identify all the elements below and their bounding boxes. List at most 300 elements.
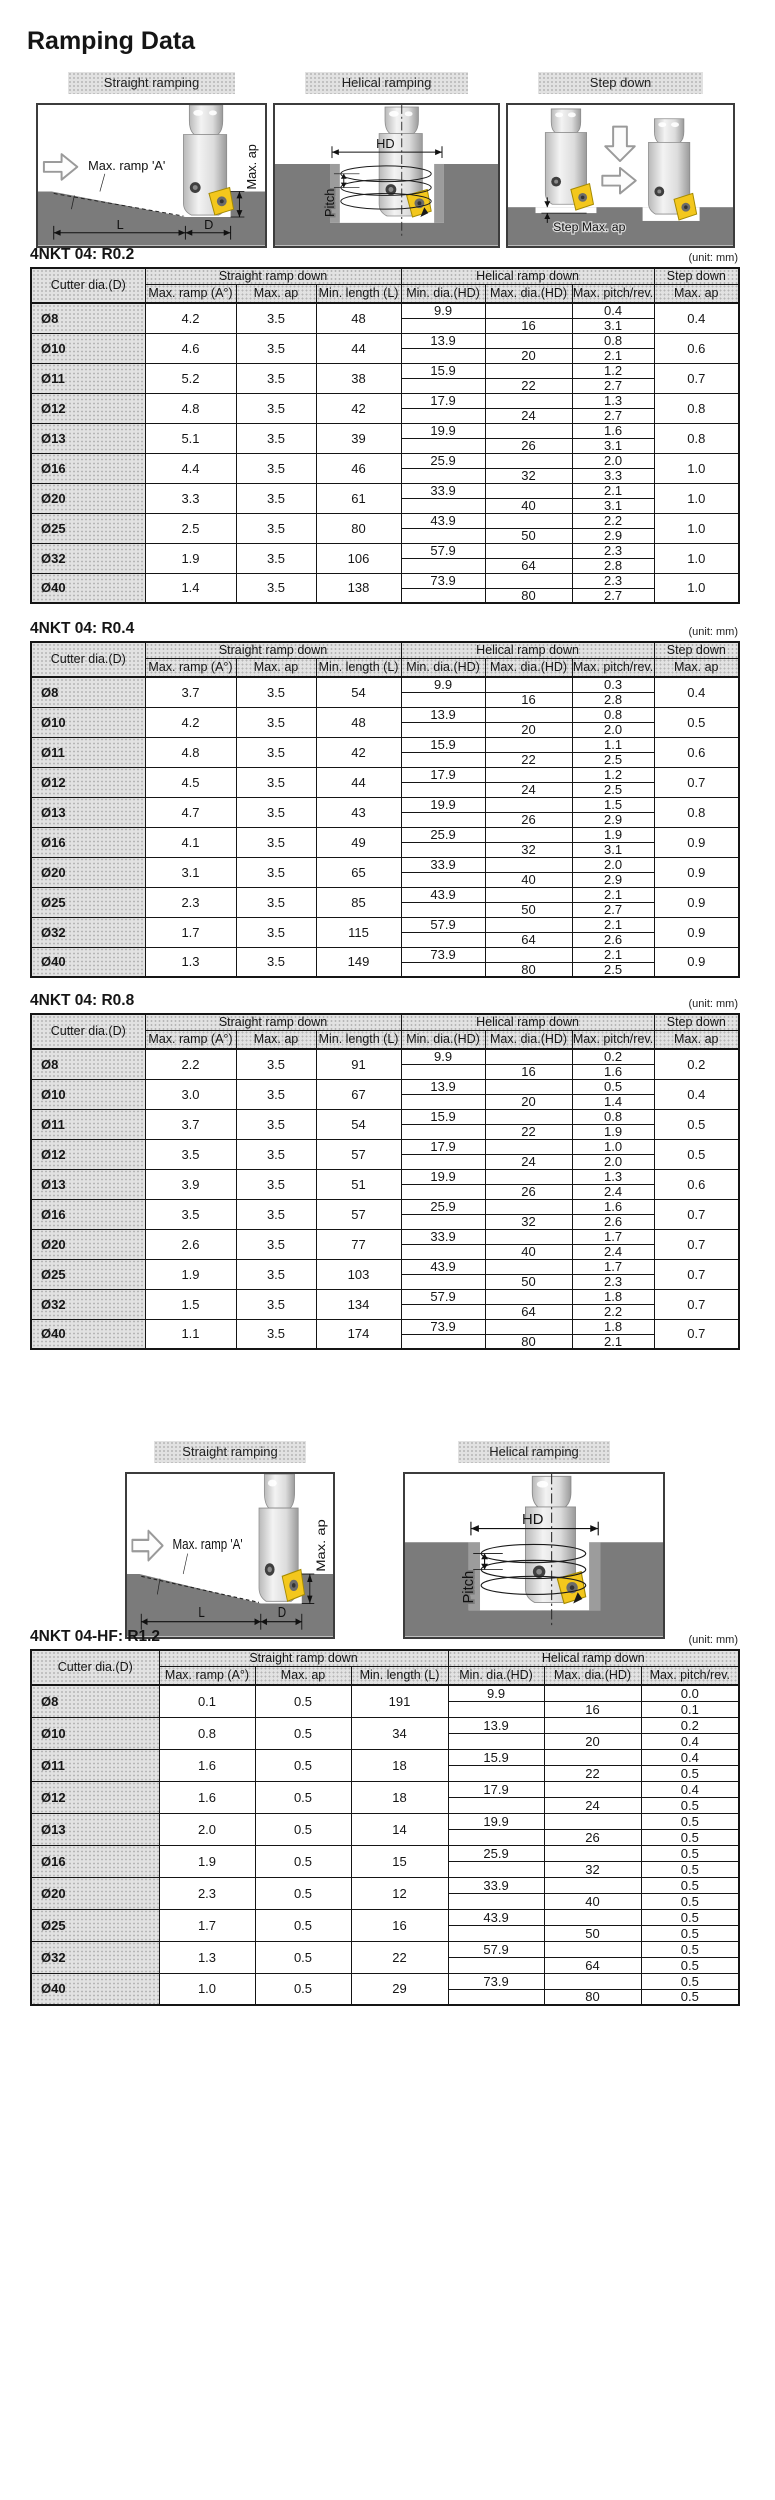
min-length-cell: 34 xyxy=(351,1717,448,1749)
pitch-min-dia-cell: 1.9 xyxy=(572,827,654,842)
cutter-dia-cell: Ø8 xyxy=(31,1049,145,1079)
table-row xyxy=(31,1973,739,1989)
max-dia-cell: 26 xyxy=(544,1829,641,1845)
figure-helical-ramping-hf xyxy=(403,1441,665,1639)
max-dia-cell: 22 xyxy=(485,1124,572,1139)
cutter-dia-cell: Ø20 xyxy=(31,857,145,887)
empty-cell xyxy=(544,1877,641,1893)
min-dia-cell: 73.9 xyxy=(448,1973,544,1989)
max-dia-cell: 20 xyxy=(544,1733,641,1749)
cutter-dia-cell: Ø11 xyxy=(31,363,145,393)
max-dia-cell: 22 xyxy=(485,378,572,393)
pitch-min-dia-cell: 2.3 xyxy=(572,543,654,558)
empty-cell xyxy=(401,1094,485,1109)
min-dia-cell: 17.9 xyxy=(401,393,485,408)
empty-cell xyxy=(544,1717,641,1733)
max-dia-cell: 64 xyxy=(485,558,572,573)
min-dia-cell: 33.9 xyxy=(448,1877,544,1893)
pitch-min-dia-cell: 0.8 xyxy=(572,707,654,722)
max-ap-cell: 0.5 xyxy=(255,1941,351,1973)
cutter-dia-cell: Ø32 xyxy=(31,543,145,573)
step-down-diagram xyxy=(506,103,735,248)
min-length-cell: 38 xyxy=(316,363,401,393)
empty-cell xyxy=(401,498,485,513)
min-dia-cell: 17.9 xyxy=(448,1781,544,1797)
cutter-shank xyxy=(189,105,222,134)
helical-group-header: Helical ramp down xyxy=(401,642,654,658)
max-ap-cell: 0.5 xyxy=(255,1845,351,1877)
step-ap-cell: 0.2 xyxy=(654,1049,739,1079)
empty-cell xyxy=(544,1941,641,1957)
pitch-min-dia-cell: 1.6 xyxy=(572,423,654,438)
header-cell: Max. ap xyxy=(236,658,316,677)
min-dia-cell: 19.9 xyxy=(401,797,485,812)
empty-cell xyxy=(485,483,572,498)
empty-cell xyxy=(485,1049,572,1064)
pitch-max-dia-cell: 2.1 xyxy=(572,1334,654,1349)
pitch-min-dia-cell: 2.1 xyxy=(572,917,654,932)
max-ap-cell: 3.5 xyxy=(236,363,316,393)
min-length-cell: 115 xyxy=(316,917,401,947)
empty-cell xyxy=(544,1973,641,1989)
header-cell: Max. dia.(HD) xyxy=(485,284,572,303)
pitch-min-dia-cell: 0.3 xyxy=(572,677,654,692)
figure-straight-ramping xyxy=(36,72,267,248)
empty-cell xyxy=(401,1064,485,1079)
step-max-ap-label: Step Max. ap xyxy=(553,219,626,234)
empty-cell xyxy=(401,378,485,393)
min-length-cell: 77 xyxy=(316,1229,401,1259)
max-ap-cell: 3.5 xyxy=(236,767,316,797)
min-length-cell: 138 xyxy=(316,573,401,603)
max-ap-cell: 3.5 xyxy=(236,1229,316,1259)
helical-ramping-illustration xyxy=(275,105,498,246)
straight-group-header: Straight ramp down xyxy=(159,1650,448,1666)
min-dia-cell: 73.9 xyxy=(401,1319,485,1334)
max-ap-cell: 3.5 xyxy=(236,393,316,423)
cutter-dia-cell: Ø25 xyxy=(31,1909,159,1941)
empty-cell xyxy=(401,408,485,423)
min-length-cell: 48 xyxy=(316,303,401,333)
max-ap-label: Max. ap xyxy=(244,144,260,190)
max-ap-cell: 3.5 xyxy=(236,827,316,857)
table-title: 4NKT 04: R0.8 xyxy=(30,992,135,1009)
cutter-dia-cell: Ø11 xyxy=(31,737,145,767)
empty-cell xyxy=(485,573,572,588)
max-ramp-cell: 4.5 xyxy=(145,767,236,797)
dia-label: D xyxy=(204,216,214,232)
table-title: 4NKT 04-HF: R1.2 xyxy=(30,1628,161,1645)
ramping-table-r02 xyxy=(30,267,738,604)
min-dia-cell: 17.9 xyxy=(401,1139,485,1154)
max-ap-cell: 3.5 xyxy=(236,543,316,573)
table-row xyxy=(31,947,739,962)
max-dia-cell: 26 xyxy=(485,438,572,453)
pitch-max-dia-cell: 0.4 xyxy=(641,1733,739,1749)
max-dia-cell: 32 xyxy=(485,1214,572,1229)
pitch-min-dia-cell: 2.1 xyxy=(572,483,654,498)
empty-cell xyxy=(401,1304,485,1319)
cutter-dia-cell: Ø25 xyxy=(31,887,145,917)
pitch-min-dia-cell: 1.5 xyxy=(572,797,654,812)
min-length-cell: 29 xyxy=(351,1973,448,2005)
header-cell: Max. ramp (A°) xyxy=(145,658,236,677)
figure-helical-ramping xyxy=(273,72,500,248)
table-row xyxy=(31,1049,739,1064)
header-cell: Min. dia.(HD) xyxy=(448,1666,544,1685)
min-dia-cell: 33.9 xyxy=(401,857,485,872)
pitch-min-dia-cell: 1.1 xyxy=(572,737,654,752)
max-ap-cell: 3.5 xyxy=(236,1289,316,1319)
max-ramp-cell: 3.7 xyxy=(145,1109,236,1139)
header-cell: Max. ap xyxy=(654,1030,739,1049)
min-dia-cell: 19.9 xyxy=(401,1169,485,1184)
table-row xyxy=(31,513,739,528)
min-dia-cell: 25.9 xyxy=(401,827,485,842)
min-dia-cell: 15.9 xyxy=(401,1109,485,1124)
cutter-dia-cell: Ø8 xyxy=(31,1685,159,1717)
ramping-table-r08 xyxy=(30,1013,738,1350)
empty-cell xyxy=(485,1319,572,1334)
empty-cell xyxy=(401,438,485,453)
pitch-max-dia-cell: 2.7 xyxy=(572,378,654,393)
pitch-label: Pitch xyxy=(461,1570,478,1604)
section-r08 xyxy=(30,992,738,1350)
empty-cell xyxy=(485,827,572,842)
min-dia-cell: 19.9 xyxy=(448,1813,544,1829)
table-row xyxy=(31,1717,739,1733)
min-dia-cell: 13.9 xyxy=(448,1717,544,1733)
figure-step-down xyxy=(506,72,735,248)
min-dia-cell: 15.9 xyxy=(448,1749,544,1765)
empty-cell xyxy=(401,782,485,797)
empty-cell xyxy=(448,1797,544,1813)
min-dia-cell: 73.9 xyxy=(401,573,485,588)
helical-ramping-diagram xyxy=(273,103,500,248)
pitch-max-dia-cell: 1.4 xyxy=(572,1094,654,1109)
step-ap-cell: 0.7 xyxy=(654,1289,739,1319)
empty-cell xyxy=(485,707,572,722)
min-dia-cell: 25.9 xyxy=(401,453,485,468)
table-row xyxy=(31,1749,739,1765)
step-ap-cell: 0.5 xyxy=(654,1139,739,1169)
step-ap-cell: 0.4 xyxy=(654,677,739,707)
table-row xyxy=(31,1169,739,1184)
step-ap-cell: 0.4 xyxy=(654,1079,739,1109)
helical-group-header: Helical ramp down xyxy=(401,268,654,284)
empty-cell xyxy=(485,857,572,872)
step-ap-cell: 0.9 xyxy=(654,917,739,947)
section-hf-r12 xyxy=(30,1628,738,2006)
table-row xyxy=(31,1229,739,1244)
min-length-cell: 149 xyxy=(316,947,401,977)
pitch-min-dia-cell: 0.5 xyxy=(641,1909,739,1925)
max-ap-cell: 3.5 xyxy=(236,513,316,543)
empty-cell xyxy=(448,1861,544,1877)
cutter-dia-header: Cutter dia.(D) xyxy=(31,1650,159,1685)
empty-cell xyxy=(544,1685,641,1701)
table-row xyxy=(31,1289,739,1304)
max-ramp-cell: 3.1 xyxy=(145,857,236,887)
pitch-max-dia-cell: 3.1 xyxy=(572,498,654,513)
max-ramp-cell: 1.5 xyxy=(145,1289,236,1319)
min-length-cell: 85 xyxy=(316,887,401,917)
empty-cell xyxy=(401,1244,485,1259)
max-dia-cell: 26 xyxy=(485,812,572,827)
table-row xyxy=(31,737,739,752)
max-ap-cell: 0.5 xyxy=(255,1717,351,1749)
empty-cell xyxy=(401,692,485,707)
max-dia-cell: 24 xyxy=(485,408,572,423)
max-ramp-cell: 5.2 xyxy=(145,363,236,393)
max-ramp-cell: 1.9 xyxy=(145,543,236,573)
empty-cell xyxy=(485,393,572,408)
empty-cell xyxy=(448,1925,544,1941)
max-ramp-cell: 0.1 xyxy=(159,1685,255,1717)
max-ap-cell: 3.5 xyxy=(236,1259,316,1289)
pitch-min-dia-cell: 0.8 xyxy=(572,333,654,348)
max-dia-cell: 16 xyxy=(485,318,572,333)
empty-cell xyxy=(448,1957,544,1973)
pitch-max-dia-cell: 2.9 xyxy=(572,528,654,543)
pitch-max-dia-cell: 2.9 xyxy=(572,872,654,887)
empty-cell xyxy=(485,677,572,692)
step-ap-cell: 0.6 xyxy=(654,1169,739,1199)
empty-cell xyxy=(485,947,572,962)
unit-label: (unit: mm) xyxy=(688,252,738,264)
min-length-cell: 15 xyxy=(351,1845,448,1877)
table-row xyxy=(31,1079,739,1094)
min-length-cell: 54 xyxy=(316,1109,401,1139)
pitch-min-dia-cell: 1.0 xyxy=(572,1139,654,1154)
pitch-min-dia-cell: 0.4 xyxy=(572,303,654,318)
cutter-shank xyxy=(654,119,683,143)
header-cell: Min. dia.(HD) xyxy=(401,658,485,677)
max-ramp-cell: 2.3 xyxy=(159,1877,255,1909)
min-dia-cell: 9.9 xyxy=(401,1049,485,1064)
max-ramp-cell: 1.6 xyxy=(159,1781,255,1813)
min-length-cell: 51 xyxy=(316,1169,401,1199)
max-dia-cell: 80 xyxy=(485,588,572,603)
pitch-max-dia-cell: 2.4 xyxy=(572,1184,654,1199)
table-title: 4NKT 04: R0.2 xyxy=(30,246,135,263)
min-dia-cell: 15.9 xyxy=(401,737,485,752)
max-dia-cell: 50 xyxy=(544,1925,641,1941)
cutter-dia-cell: Ø20 xyxy=(31,1229,145,1259)
min-dia-cell: 33.9 xyxy=(401,1229,485,1244)
step-ap-cell: 0.8 xyxy=(654,423,739,453)
max-ramp-cell: 3.5 xyxy=(145,1139,236,1169)
max-ramp-cell: 2.6 xyxy=(145,1229,236,1259)
step-ap-cell: 0.8 xyxy=(654,393,739,423)
cutter-dia-cell: Ø13 xyxy=(31,1813,159,1845)
min-length-cell: 48 xyxy=(316,707,401,737)
pitch-min-dia-cell: 2.0 xyxy=(572,453,654,468)
empty-cell xyxy=(485,363,572,378)
min-length-cell: 49 xyxy=(316,827,401,857)
max-dia-cell: 64 xyxy=(544,1957,641,1973)
min-dia-cell: 9.9 xyxy=(401,677,485,692)
max-ap-cell: 3.5 xyxy=(236,1169,316,1199)
empty-cell xyxy=(448,1765,544,1781)
table-row xyxy=(31,393,739,408)
empty-cell xyxy=(544,1909,641,1925)
empty-cell xyxy=(401,902,485,917)
step-ap-cell: 1.0 xyxy=(654,453,739,483)
straight-ramping-diagram xyxy=(125,1472,335,1639)
empty-cell xyxy=(485,917,572,932)
max-ap-cell: 3.5 xyxy=(236,573,316,603)
cutter-dia-cell: Ø16 xyxy=(31,1199,145,1229)
min-length-cell: 67 xyxy=(316,1079,401,1109)
table-row xyxy=(31,1813,739,1829)
step-ap-cell: 0.7 xyxy=(654,1199,739,1229)
empty-cell xyxy=(401,318,485,333)
header-cell: Max. ramp (A°) xyxy=(145,284,236,303)
pitch-max-dia-cell: 2.7 xyxy=(572,588,654,603)
empty-cell xyxy=(448,1701,544,1717)
table-row xyxy=(31,1199,739,1214)
table-row xyxy=(31,1941,739,1957)
min-length-cell: 18 xyxy=(351,1781,448,1813)
pitch-label: Pitch xyxy=(321,188,337,218)
empty-cell xyxy=(544,1749,641,1765)
dia-label: D xyxy=(277,1603,287,1621)
min-dia-cell: 73.9 xyxy=(401,947,485,962)
cutter-shank xyxy=(264,1474,294,1508)
table-row xyxy=(31,423,739,438)
max-dia-cell: 16 xyxy=(485,1064,572,1079)
table-row xyxy=(31,1319,739,1334)
header-cell: Min. length (L) xyxy=(351,1666,448,1685)
min-length-cell: 57 xyxy=(316,1199,401,1229)
pitch-min-dia-cell: 2.1 xyxy=(572,947,654,962)
max-dia-cell: 40 xyxy=(485,872,572,887)
pitch-max-dia-cell: 0.5 xyxy=(641,1925,739,1941)
helical-group-header: Helical ramp down xyxy=(448,1650,739,1666)
min-length-cell: 91 xyxy=(316,1049,401,1079)
table-row xyxy=(31,1139,739,1154)
figure-label: Straight ramping xyxy=(154,1441,305,1463)
straight-ramping-illustration xyxy=(38,105,265,246)
cutter-dia-cell: Ø13 xyxy=(31,1169,145,1199)
header-cell: Max. ap xyxy=(255,1666,351,1685)
step-ap-cell: 0.8 xyxy=(654,797,739,827)
max-dia-cell: 22 xyxy=(544,1765,641,1781)
max-ap-cell: 3.5 xyxy=(236,303,316,333)
max-dia-cell: 24 xyxy=(544,1797,641,1813)
table-row xyxy=(31,573,739,588)
min-length-cell: 54 xyxy=(316,677,401,707)
pitch-min-dia-cell: 1.8 xyxy=(572,1289,654,1304)
cutter-dia-cell: Ø32 xyxy=(31,1941,159,1973)
min-dia-cell: 9.9 xyxy=(401,303,485,318)
max-ramp-cell: 1.9 xyxy=(145,1259,236,1289)
header-cell: Max. ap xyxy=(654,284,739,303)
max-ramp-cell: 4.2 xyxy=(145,303,236,333)
max-dia-cell: 80 xyxy=(485,962,572,977)
table-row xyxy=(31,857,739,872)
min-length-cell: 44 xyxy=(316,767,401,797)
section-r02 xyxy=(30,246,738,604)
pitch-min-dia-cell: 0.5 xyxy=(641,1973,739,1989)
max-ramp-cell: 1.7 xyxy=(145,917,236,947)
pitch-max-dia-cell: 2.4 xyxy=(572,1244,654,1259)
pitch-min-dia-cell: 2.0 xyxy=(572,857,654,872)
cutter-dia-cell: Ø40 xyxy=(31,1319,145,1349)
min-length-cell: 106 xyxy=(316,543,401,573)
empty-cell xyxy=(401,842,485,857)
max-dia-cell: 40 xyxy=(544,1893,641,1909)
max-dia-cell: 20 xyxy=(485,1094,572,1109)
max-dia-cell: 26 xyxy=(485,1184,572,1199)
cutter-dia-cell: Ø12 xyxy=(31,393,145,423)
empty-cell xyxy=(448,1733,544,1749)
pitch-max-dia-cell: 2.8 xyxy=(572,692,654,707)
pitch-min-dia-cell: 0.5 xyxy=(641,1813,739,1829)
min-length-cell: 174 xyxy=(316,1319,401,1349)
empty-cell xyxy=(401,872,485,887)
max-dia-cell: 50 xyxy=(485,1274,572,1289)
pitch-min-dia-cell: 2.3 xyxy=(572,573,654,588)
cutter-dia-cell: Ø8 xyxy=(31,677,145,707)
min-length-cell: 18 xyxy=(351,1749,448,1781)
max-dia-cell: 50 xyxy=(485,902,572,917)
pitch-max-dia-cell: 3.1 xyxy=(572,318,654,333)
min-dia-cell: 13.9 xyxy=(401,1079,485,1094)
table-row xyxy=(31,707,739,722)
max-ramp-cell: 2.2 xyxy=(145,1049,236,1079)
table-row xyxy=(31,1781,739,1797)
table-row xyxy=(31,797,739,812)
step-ap-cell: 0.7 xyxy=(654,767,739,797)
header-cell: Max. dia.(HD) xyxy=(485,658,572,677)
helical-ramping-diagram xyxy=(403,1472,665,1639)
max-ramp-cell: 0.8 xyxy=(159,1717,255,1749)
pitch-max-dia-cell: 1.9 xyxy=(572,1124,654,1139)
unit-label: (unit: mm) xyxy=(688,1634,738,1646)
empty-cell xyxy=(544,1781,641,1797)
step-ap-cell: 0.9 xyxy=(654,947,739,977)
pitch-max-dia-cell: 3.1 xyxy=(572,842,654,857)
step-ap-cell: 1.0 xyxy=(654,513,739,543)
length-label: L xyxy=(116,216,124,232)
empty-cell xyxy=(485,453,572,468)
step-ap-cell: 0.7 xyxy=(654,1319,739,1349)
step-ap-cell: 1.0 xyxy=(654,483,739,513)
pitch-min-dia-cell: 1.3 xyxy=(572,393,654,408)
min-length-cell: 42 xyxy=(316,737,401,767)
cutter-dia-cell: Ø25 xyxy=(31,513,145,543)
max-ap-cell: 3.5 xyxy=(236,1139,316,1169)
empty-cell xyxy=(401,348,485,363)
pitch-min-dia-cell: 0.5 xyxy=(572,1079,654,1094)
table-title: 4NKT 04: R0.4 xyxy=(30,620,135,637)
pitch-max-dia-cell: 2.0 xyxy=(572,1154,654,1169)
max-ramp-cell: 4.6 xyxy=(145,333,236,363)
cutter-dia-cell: Ø12 xyxy=(31,767,145,797)
max-ramp-cell: 4.7 xyxy=(145,797,236,827)
cutter-dia-cell: Ø20 xyxy=(31,483,145,513)
max-dia-cell: 22 xyxy=(485,752,572,767)
table-row xyxy=(31,1877,739,1893)
max-ramp-cell: 4.4 xyxy=(145,453,236,483)
mid-diagrams-row xyxy=(125,1441,665,1639)
pitch-max-dia-cell: 2.5 xyxy=(572,752,654,767)
pitch-min-dia-cell: 0.0 xyxy=(641,1685,739,1701)
max-ap-cell: 3.5 xyxy=(236,707,316,737)
step-ap-cell: 0.7 xyxy=(654,1259,739,1289)
